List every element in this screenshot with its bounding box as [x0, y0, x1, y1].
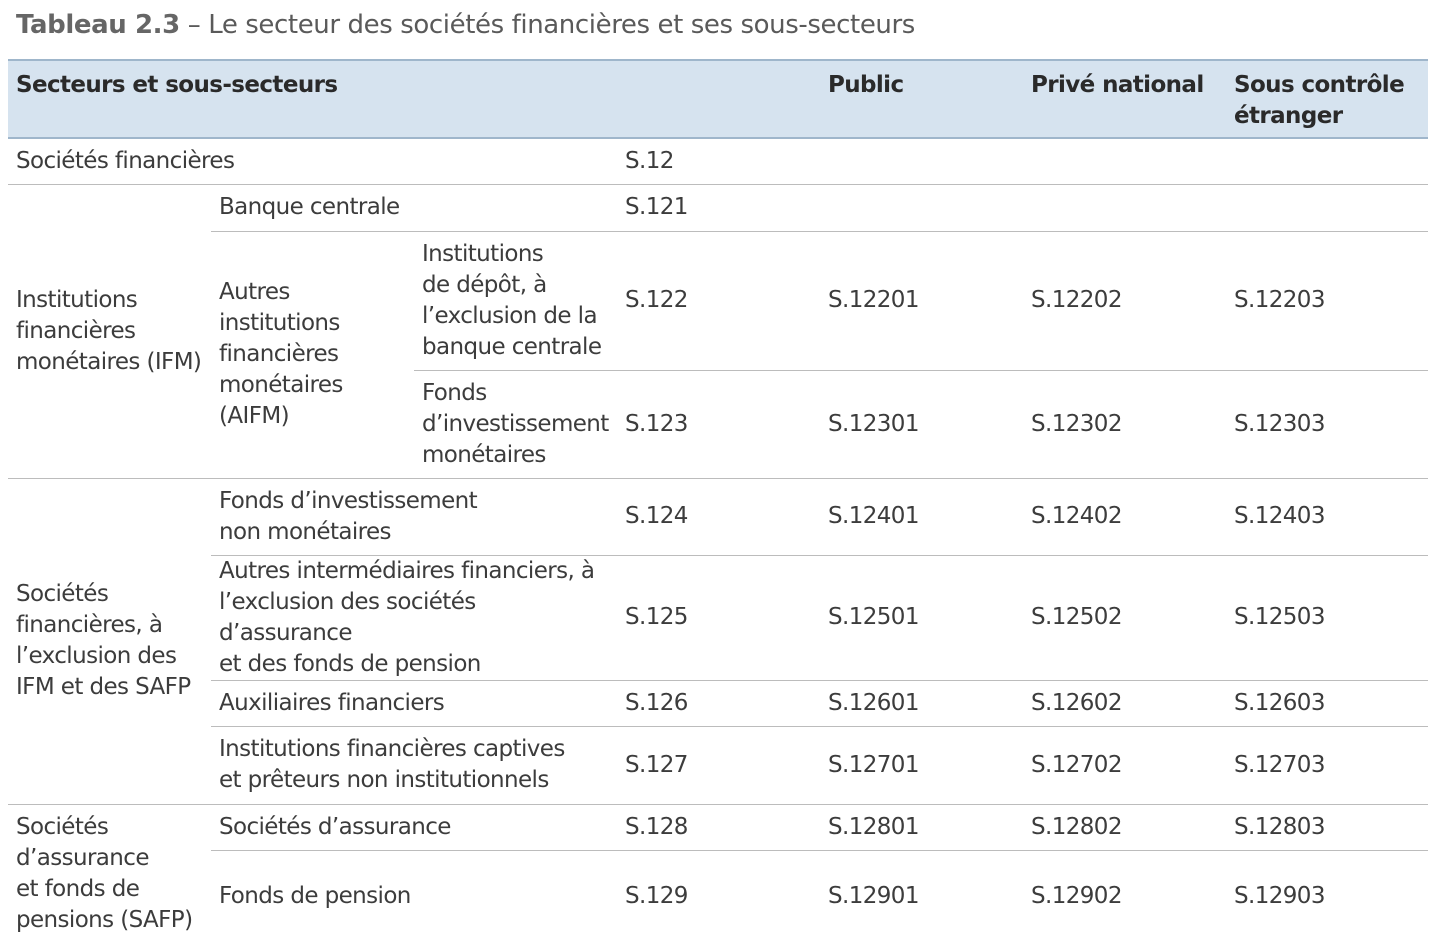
- group-label-line: institutions: [219, 310, 340, 336]
- table-row: [8, 850, 1428, 937]
- cell-foreign: S.12703: [1226, 726, 1428, 804]
- row-label-line: Institutions: [422, 240, 544, 267]
- group-label-line: d’assurance: [16, 844, 149, 871]
- cell-public: S.12501: [820, 555, 1023, 680]
- group-label-line: Sociétés: [16, 813, 109, 840]
- group-label-ifm: [8, 184, 211, 478]
- row-code: S.121: [617, 184, 820, 231]
- row-label-line: banque centrale: [422, 333, 602, 360]
- row-label: [414, 370, 617, 478]
- group-label-line: Sociétés: [16, 581, 109, 607]
- row-label-line: monétaires: [422, 441, 546, 468]
- table-row: [8, 680, 1428, 726]
- table-row: [8, 231, 1428, 370]
- cell-private: S.12702: [1023, 726, 1226, 804]
- row-label-line: Autres intermédiaires financiers, à: [219, 557, 595, 584]
- table-row: [8, 184, 1428, 231]
- cell-private: S.12202: [1023, 231, 1226, 370]
- cell-private: S.12602: [1023, 680, 1226, 726]
- row-code: S.125: [617, 555, 820, 680]
- row-code: S.127: [617, 726, 820, 804]
- table-row: [8, 138, 1428, 184]
- group-label-line: Institutions: [16, 286, 138, 313]
- caption-label: Tableau 2.3: [16, 10, 180, 40]
- row-label-line: et prêteurs non institutionnels: [219, 767, 549, 793]
- cell-public: S.12401: [820, 478, 1023, 555]
- cell-private: S.12402: [1023, 478, 1226, 555]
- cell-foreign: S.12603: [1226, 680, 1428, 726]
- row-code: S.128: [617, 804, 820, 850]
- table-caption: [16, 10, 915, 44]
- group-label-line: l’exclusion des: [16, 643, 177, 669]
- group-label-line: financières: [16, 317, 136, 344]
- table-header-row: [8, 60, 1428, 138]
- cell-private: S.12502: [1023, 555, 1226, 680]
- cell-public: S.12201: [820, 231, 1023, 370]
- row-label-line: non monétaires: [219, 518, 391, 545]
- table-row: [8, 478, 1428, 555]
- row-label-line: Institutions financières captives: [219, 736, 565, 762]
- group-label-line: Autres: [219, 279, 290, 305]
- group-label-line: monétaires: [219, 372, 343, 398]
- group-label-line: (AIFM): [219, 403, 289, 429]
- header-public: Public: [828, 72, 904, 98]
- cell-public: S.12801: [820, 804, 1023, 850]
- row-code: S.123: [617, 370, 820, 478]
- row-label: Banque centrale: [211, 184, 617, 231]
- cell-private: S.12802: [1023, 804, 1226, 850]
- row-code: S.124: [617, 478, 820, 555]
- cell-foreign: S.12903: [1226, 850, 1428, 937]
- table-row: [8, 555, 1428, 680]
- row-label: Auxiliaires financiers: [211, 680, 617, 726]
- cell-private: S.12302: [1023, 370, 1226, 478]
- table-row: [8, 804, 1428, 850]
- row-code: S.126: [617, 680, 820, 726]
- cell-foreign: S.12203: [1226, 231, 1428, 370]
- row-label: Sociétés d’assurance: [211, 804, 617, 850]
- cell-public: S.12601: [820, 680, 1023, 726]
- group-label-other: [8, 478, 211, 804]
- group-label-line: pensions (SAFP): [16, 906, 193, 933]
- cell-public: S.12701: [820, 726, 1023, 804]
- row-label-line: et des fonds de pension: [219, 650, 481, 677]
- group-label-line: et fonds de: [16, 875, 140, 902]
- cell-public: S.12901: [820, 850, 1023, 937]
- financial-sectors-table: [8, 59, 1428, 937]
- header-foreign-line2: étranger: [1234, 103, 1343, 129]
- group-label-safp: [8, 804, 211, 937]
- cell-foreign: S.12403: [1226, 478, 1428, 555]
- row-label: [414, 231, 617, 370]
- header-sectors: Secteurs et sous-secteurs: [16, 72, 338, 98]
- header-private: Privé national: [1031, 72, 1204, 98]
- cell-foreign: S.12303: [1226, 370, 1428, 478]
- caption-text: – Le secteur des sociétés financières et ses sous-secteurs: [179, 10, 915, 40]
- cell-foreign: S.12803: [1226, 804, 1428, 850]
- row-label-line: Fonds: [422, 379, 487, 406]
- row-label-line: l’exclusion de la: [422, 302, 597, 329]
- row-code: S.12: [625, 147, 674, 174]
- row-code: S.129: [617, 850, 820, 937]
- group-label-line: monétaires (IFM): [16, 348, 202, 375]
- row-label-line: l’exclusion des sociétés d’assurance: [219, 588, 476, 646]
- row-code: S.122: [617, 231, 820, 370]
- row-label: Fonds de pension: [211, 850, 617, 937]
- row-label: Sociétés financières: [16, 147, 235, 174]
- row-label-line: de dépôt, à: [422, 271, 547, 298]
- group-label-line: financières: [219, 341, 339, 367]
- row-label-line: d’investissement: [422, 410, 609, 437]
- header-foreign-line1: Sous contrôle: [1234, 72, 1405, 98]
- cell-foreign: S.12503: [1226, 555, 1428, 680]
- row-label: [211, 726, 617, 804]
- row-label: [211, 555, 617, 680]
- group-label-line: IFM et des SAFP: [16, 674, 191, 700]
- group-label-aifm: [211, 231, 414, 478]
- cell-private: S.12902: [1023, 850, 1226, 937]
- header-foreign: [1226, 60, 1428, 138]
- row-label: [211, 478, 617, 555]
- cell-public: S.12301: [820, 370, 1023, 478]
- group-label-line: financières, à: [16, 612, 163, 638]
- table-row: [8, 726, 1428, 804]
- row-label-line: Fonds d’investissement: [219, 487, 478, 514]
